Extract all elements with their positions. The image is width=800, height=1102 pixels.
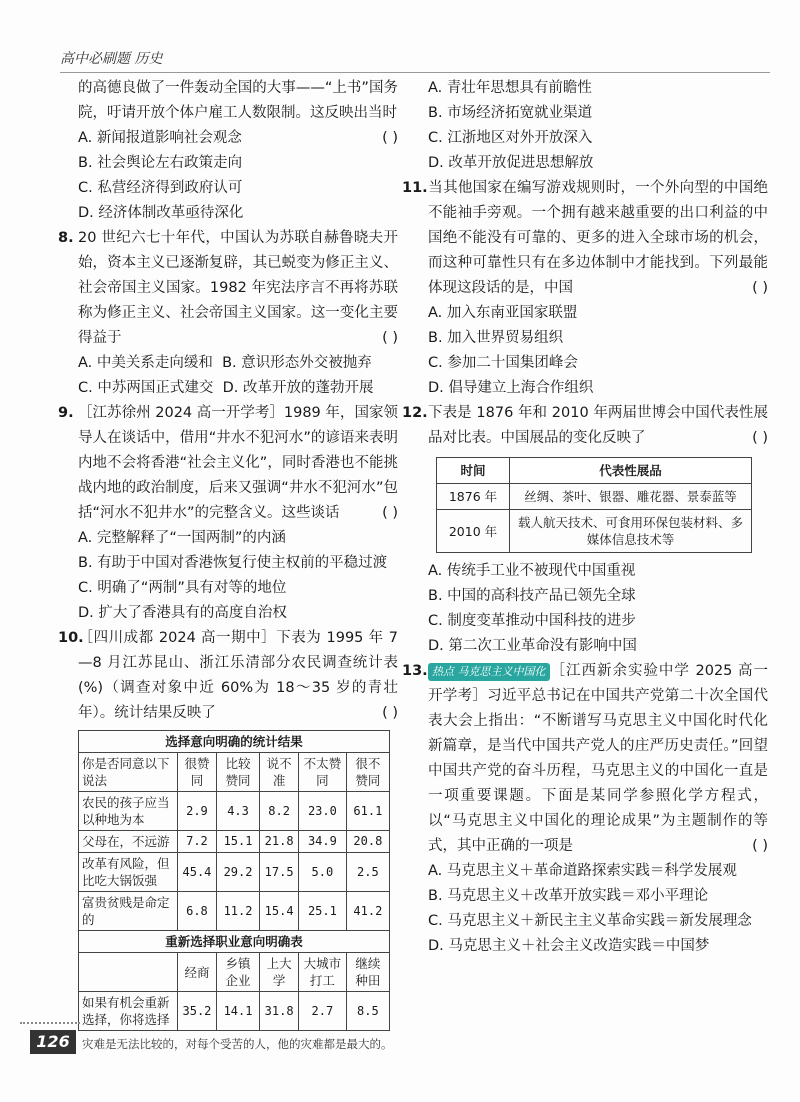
q9-option-c: C. 明确了“两制”具有对等的地位	[78, 580, 287, 596]
table-header: 说不准	[260, 753, 299, 792]
q7-option-a: A. 新闻报道影响社会观念	[78, 130, 242, 146]
footer-dots	[20, 1022, 80, 1024]
table-header: 继续种田	[346, 953, 389, 992]
answer-bracket: ( )	[382, 705, 398, 721]
q11-option-d: D. 倡导建立上海合作组织	[428, 380, 594, 396]
q10-option-b: B. 市场经济拓宽就业渠道	[428, 105, 593, 121]
q12-stem: 下表是 1876 年和 2010 年两届世博会中国代表性展品对比表。中国展品的变化反映了	[428, 405, 768, 446]
page-number: 126	[30, 1030, 76, 1054]
table-row: 农民的孩子应当以种地为本 2.9 4.3 8.2 23.0 61.1	[79, 792, 390, 831]
q10-option-c: C. 江浙地区对外开放深入	[428, 130, 593, 146]
answer-bracket: ( )	[752, 430, 768, 446]
header-rule	[60, 72, 770, 73]
q11-number: 11.	[402, 180, 428, 196]
table-row: 如果有机会重新选择，你将选择 35.2 14.1 31.8 2.7 8.5	[79, 992, 390, 1031]
q13-option-b: B. 马克思主义＋改革开放实践＝邓小平理论	[428, 888, 709, 904]
table-header: 经商	[178, 953, 217, 992]
table-row: 2010 年 载人航天技术、可食用环保包装材料、多媒体信息技术等	[437, 510, 752, 553]
question-10-options	[428, 76, 768, 176]
q7-option-c: C. 私营经济得到政府认可	[78, 180, 243, 196]
q13-option-a: A. 马克思主义＋革命道路探索实践＝科学发展观	[428, 863, 737, 879]
q8-option-b: B. 意识形态外交被抛弃	[222, 355, 372, 371]
q12-option-a: A. 传统手工业不被现代中国重视	[428, 563, 636, 579]
q9-option-a: A. 完整解释了“一国两制”的内涵	[78, 530, 286, 546]
q12-option-b: B. 中国的高科技产品已领先全球	[428, 588, 636, 604]
question-12	[402, 401, 768, 659]
table-header	[79, 953, 178, 992]
right-column	[402, 76, 768, 959]
q12-option-c: C. 制度变革推动中国科技的进步	[428, 613, 636, 629]
table-row: 父母在，不远游 7.2 15.1 21.8 34.9 20.8	[79, 831, 390, 853]
table-header: 比较赞同	[216, 753, 259, 792]
question-10	[58, 626, 398, 1031]
answer-bracket: ( )	[382, 130, 398, 146]
table-header: 代表性展品	[510, 458, 752, 484]
q8-number: 8.	[58, 230, 74, 246]
q10-number: 10.	[58, 630, 84, 646]
q9-option-b: B. 有助于中国对香港恢复行使主权前的平稳过渡	[78, 555, 388, 571]
question-7	[78, 76, 398, 226]
question-11	[402, 176, 768, 401]
table-row: 1876 年 丝绸、茶叶、银器、雕花器、景泰蓝等	[437, 484, 752, 510]
answer-bracket: ( )	[382, 330, 398, 346]
running-header: 高中必刷题 历史	[60, 51, 163, 67]
table-header: 你是否同意以下说法	[79, 753, 178, 792]
q13-stem: ［江西新余实验中学 2025 高一开学考］习近平总书记在中国共产党第二十次全国代表大会上指出：“不断谱写马克思主义中国化时代化新篇章，是当代中国共产党人的庄严历史责任。”回望中国共产党的奋斗历程，马克思主义的中国化一直是一项重要课题。下面是某同学参照化学方程式，以“马克思主义中国化的理论成果”为主题制作的等式，其中正确的一项是	[428, 663, 768, 854]
table-header: 很不赞同	[346, 753, 389, 792]
question-13	[402, 659, 768, 959]
table-header: 不太赞同	[299, 753, 347, 792]
q9-stem: ［江苏徐州 2024 高一开学考］1989 年，国家领导人在谈话中，借用“井水不犯河水”的谚语来表明内地不会将香港“社会主义化”，同时香港也不能挑战内地的政治制度，后来又强调“井水不犯河水”包括“河水不犯井水”的完整含义。这些谈话	[78, 405, 398, 521]
q11-stem: 当其他国家在编写游戏规则时，一个外向型的中国绝不能袖手旁观。一个拥有越来越重要的出口利益的中国绝不能没有可靠的、更多的进入全球市场的机会，而这种可靠性只有在多边体制中才能找到。下列最能体现这段话的是，中国	[428, 180, 768, 296]
question-9	[58, 401, 398, 626]
q7-option-d: D. 经济体制改革亟待深化	[78, 205, 244, 221]
q8-option-d: D. 改革开放的蓬勃开展	[222, 380, 374, 396]
table-row: 富贵贫贱是命定的 6.8 11.2 15.4 25.1 41.2	[79, 892, 390, 931]
footer-quote: 灾难是无法比较的，对每个受苦的人，他的灾难都是最大的。	[82, 1037, 393, 1051]
q10-survey-table	[78, 730, 390, 1031]
q8-stem: 20 世纪六七十年代，中国认为苏联自赫鲁晓夫开始，资本主义已逐渐复辟，其已蜕变为修正主义、社会帝国主义国家。1982 年宪法序言不再将苏联称为修正主义、社会帝国主义国家。这一变化主要得益于	[78, 230, 398, 346]
left-column	[58, 76, 398, 1031]
q11-option-a: A. 加入东南亚国家联盟	[428, 305, 578, 321]
table-header: 时间	[437, 458, 510, 484]
q9-option-d: D. 扩大了香港具有的高度自治权	[78, 605, 287, 621]
table-header: 很赞同	[178, 753, 217, 792]
q8-option-a: A. 中美关系走向缓和	[78, 355, 213, 371]
table-title: 重新选择职业意向明确表	[79, 931, 390, 953]
hot-topic-badge: 热点 马克思主义中国化	[428, 663, 550, 681]
table-header: 上大学	[260, 953, 299, 992]
q11-option-c: C. 参加二十国集团峰会	[428, 355, 578, 371]
table-header: 乡镇企业	[216, 953, 259, 992]
q13-number: 13.	[402, 663, 428, 679]
table-title: 选择意向明确的统计结果	[79, 731, 390, 753]
answer-bracket: ( )	[382, 505, 398, 521]
q8-option-c: C. 中苏两国正式建交	[78, 380, 214, 396]
q7-option-b: B. 社会舆论左右政策走向	[78, 155, 243, 171]
q13-option-c: C. 马克思主义＋新民主主义革命实践＝新发展理念	[428, 913, 752, 929]
answer-bracket: ( )	[752, 838, 768, 854]
q10-option-d: D. 改革开放促进思想解放	[428, 155, 594, 171]
q10-option-a: A. 青壮年思想具有前瞻性	[428, 80, 592, 96]
q12-expo-table	[436, 457, 752, 553]
table-header: 大城市打工	[299, 953, 347, 992]
q9-number: 9.	[58, 405, 74, 421]
q10-stem: ［四川成都 2024 高一期中］下表为 1995 年 7—8 月江苏昆山、浙江乐清部分农民调查统计表(%)（调查对象中近 60%为 18～35 岁的青壮年）。统计结果反映了	[78, 630, 398, 721]
q7-stem: 的高德良做了一件轰动全国的大事——“上书”国务院，吁请开放个体户雇工人数限制。这反映出当时	[78, 80, 398, 121]
q11-option-b: B. 加入世界贸易组织	[428, 330, 564, 346]
answer-bracket: ( )	[752, 280, 768, 296]
q12-option-d: D. 第二次工业革命没有影响中国	[428, 638, 637, 654]
table-row: 改革有风险，但比吃大锅饭强 45.4 29.2 17.5 5.0 2.5	[79, 853, 390, 892]
q12-number: 12.	[402, 405, 428, 421]
q13-option-d: D. 马克思主义＋社会主义改造实践＝中国梦	[428, 938, 710, 954]
question-8	[58, 226, 398, 401]
